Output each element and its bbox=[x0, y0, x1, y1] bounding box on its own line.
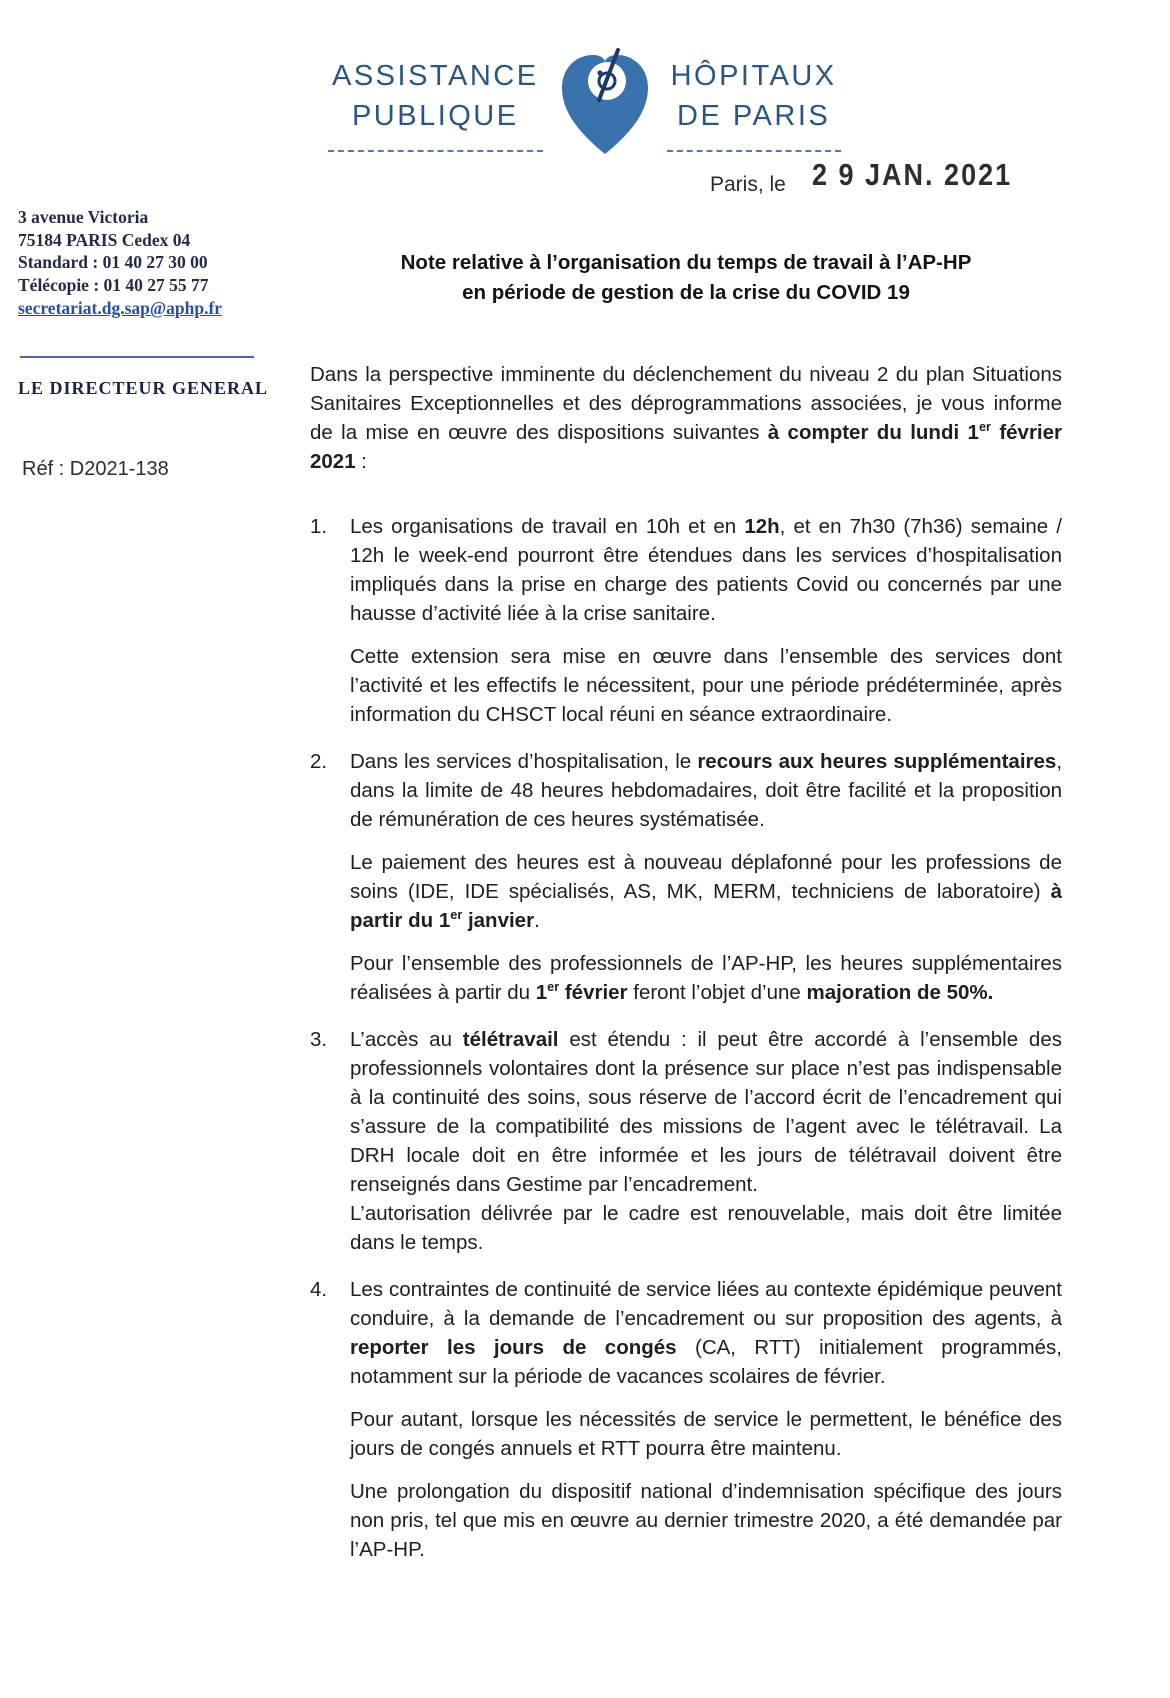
list-item bbox=[310, 1275, 1062, 1564]
sidebar-divider bbox=[20, 356, 254, 358]
paragraph: Les contraintes de continuité de service liées au contexte épidémique peuvent conduire, à la demande de l’encadrement ou sur proposition des agents, à reporter les jours de congés (CA, RTT) initialement programmés, notamment sur la période de vacances scolaires de février. bbox=[350, 1278, 1062, 1388]
item-body bbox=[350, 747, 1062, 1007]
logo-text-right bbox=[667, 50, 841, 152]
sender-title: LE DIRECTEUR GENERAL bbox=[18, 378, 269, 398]
aphp-heart-icon bbox=[555, 48, 655, 165]
item-number: 3. bbox=[310, 1028, 328, 1051]
paragraph: Le paiement des heures est à nouveau déplafonné pour les professions de soins (IDE, IDE spécialisés, AS, MK, MERM, techniciens de laboratoire) à partir du 1er janvier. bbox=[350, 851, 1062, 932]
address-line: Standard : 01 40 27 30 00 bbox=[18, 252, 208, 272]
page-title-line2: en période de gestion de la crise du COVID 19 bbox=[462, 281, 910, 304]
address-line: 3 avenue Victoria bbox=[18, 207, 149, 227]
page-title-line1: Note relative à l’organisation du temps de travail à l’AP-HP bbox=[400, 251, 972, 274]
paragraph: L’accès au télétravail est étendu : il peut être accordé à l’ensemble des professionnels volontaires dont la présence sur place n’est pas indispensable à la continuité des soins, sous réserve de l’accord écrit de l’encadrement qui s’assure de la compatibilité des missions de l’agent avec le télétravail. La DRH locale doit en être informée et les jours de télétravail doivent être renseignés dans Gestime par l’encadrement. bbox=[350, 1028, 1062, 1196]
email-link[interactable]: secretariat.dg.sap@aphp.fr bbox=[18, 298, 223, 318]
logo-word-hopitaux: HÔPITAUX bbox=[670, 60, 837, 92]
item-number: 2. bbox=[310, 750, 328, 773]
reference-number: Réf : D2021-138 bbox=[22, 458, 169, 480]
paragraph: L’autorisation délivrée par le cadre est renouvelable, mais doit être limitée dans le temps. bbox=[350, 1202, 1062, 1254]
place-line: Paris, le bbox=[710, 173, 786, 196]
item-body bbox=[350, 512, 1062, 729]
address-line: 75184 PARIS Cedex 04 bbox=[18, 229, 191, 250]
logo-text-left bbox=[328, 50, 543, 152]
list-item bbox=[310, 512, 1062, 729]
paragraph: Pour l’ensemble des professionnels de l’AP-HP, les heures supplémentaires réalisées à partir du 1er février feront l’objet d’une majoration de 50%. bbox=[350, 952, 1062, 1004]
page-title bbox=[310, 248, 1062, 308]
items-list bbox=[310, 512, 1062, 1564]
intro-paragraph: Dans la perspective imminente du déclenchement du niveau 2 du plan Situations Sanitaires Exceptionnelles et des déprogrammations associées, je vous informe de la mise en œuvre des dispositions suivantes à compter du lundi 1er février 2021 : bbox=[310, 363, 1063, 473]
logo-word-publique: PUBLIQUE bbox=[351, 100, 519, 132]
list-item bbox=[310, 1025, 1062, 1257]
paragraph: Cette extension sera mise en œuvre dans l’ensemble des services dont l’activité et les effectifs le nécessitent, pour une période prédéterminée, après information du CHSCT local réuni en séance extraordinaire. bbox=[350, 645, 1062, 726]
item-body bbox=[350, 1275, 1062, 1564]
aphp-logo bbox=[328, 50, 841, 165]
logo-word-de-paris: DE PARIS bbox=[677, 100, 831, 132]
logo-word-assistance: ASSISTANCE bbox=[332, 60, 539, 92]
date-stamp: 2 9 JAN. 2021 bbox=[812, 158, 1013, 192]
sender-address-block bbox=[18, 206, 268, 320]
address-line: Télécopie : 01 40 27 55 77 bbox=[18, 274, 209, 295]
address-block bbox=[18, 206, 268, 296]
paragraph: Pour autant, lorsque les nécessités de service le permettent, le bénéfice des jours de congés annuels et RTT pourra être maintenu. bbox=[350, 1408, 1062, 1460]
list-item bbox=[310, 747, 1062, 1007]
paragraph: Les organisations de travail en 10h et en 12h, et en 7h30 (7h36) semaine / 12h le week-end pourront être étendues dans les services d’hospitalisation impliqués dans la prise en charge des patients Covid ou concernés par une hausse d’activité liée à la crise sanitaire. bbox=[350, 515, 1062, 625]
item-number: 4. bbox=[310, 1278, 328, 1301]
letter-body bbox=[310, 248, 1062, 1582]
paragraph: Une prolongation du dispositif national d’indemnisation spécifique des jours non pris, tel que mis en œuvre au dernier trimestre 2020, a été demandée par l’AP-HP. bbox=[350, 1480, 1062, 1561]
paragraph: Dans les services d’hospitalisation, le recours aux heures supplémentaires, dans la limite de 48 heures hebdomadaires, doit être facilité et la proposition de rémunération de ces heures systématisée. bbox=[350, 750, 1063, 831]
item-body bbox=[350, 1025, 1062, 1257]
item-number: 1. bbox=[310, 515, 328, 538]
